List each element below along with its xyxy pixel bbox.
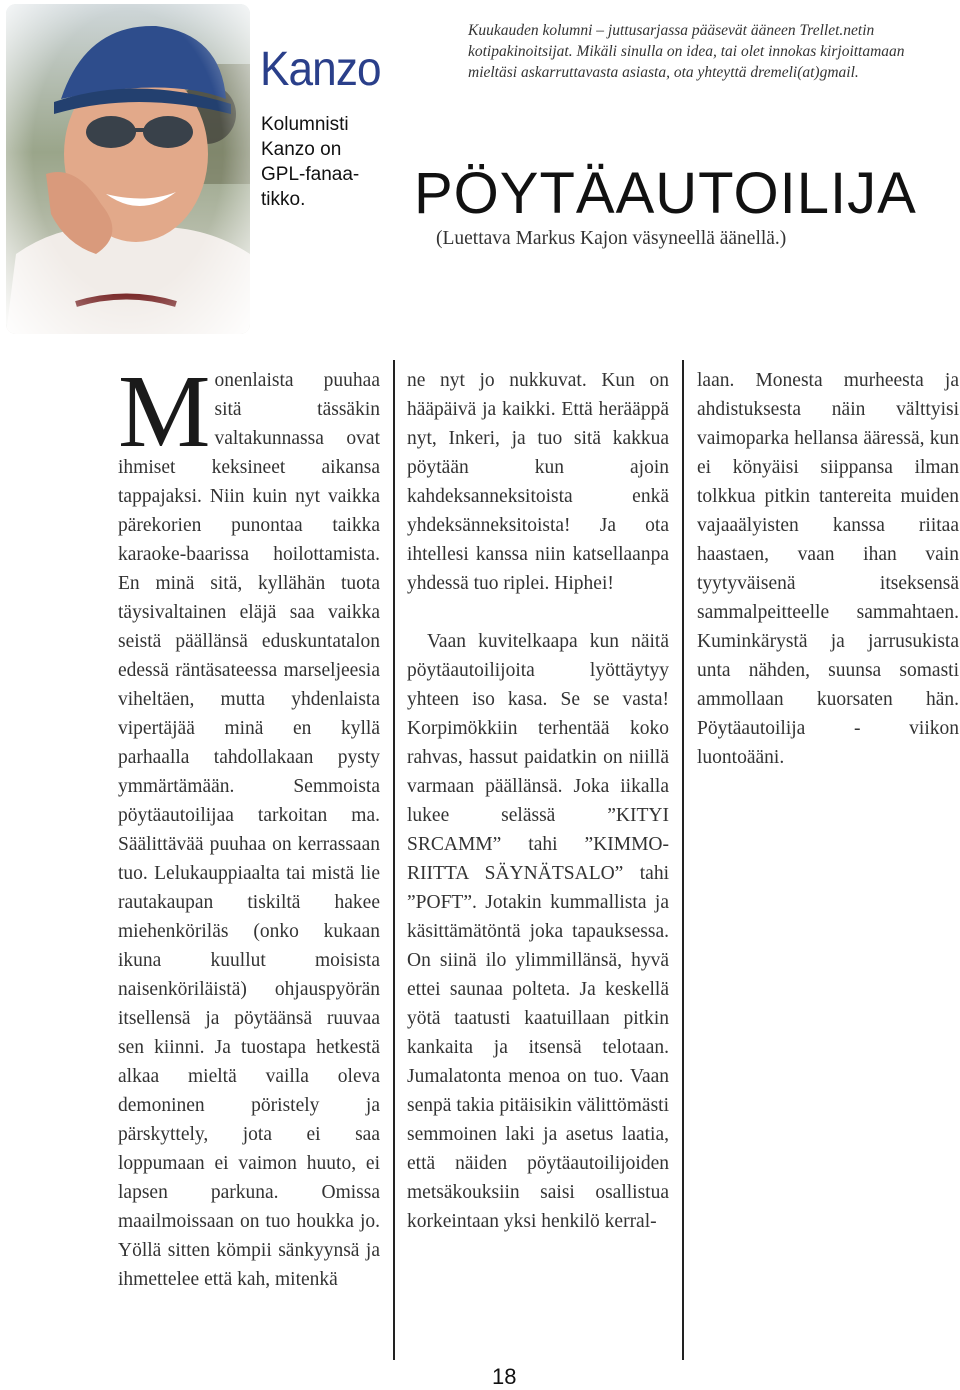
author-photo [6,4,250,334]
author-bio: Kolumnisti Kanzo on GPL-fanaa- tikko. [261,114,360,210]
column-1-text: onenlaista puuhaa sitä tässäkin valtakunnassa ovat ihmiset keksineet aikansa tappajaksi. Niin kuin nyt vaikka pärekorien punontaa taikka karaoke-baarissa hoilottamista. En minä sitä, kyllähän tuota täysivaltainen eläjä saa vaikka seistä päällänsä eduskuntatalon edessä räntäsateessa marseljeesia viheltäen, mutta yhdenlaista vipertäjää minä en kyllä parhaalla tahdollakaan pysty ymmärtämään. Semmoista pöytäautoilijaa tarkoitan ma. Säälittävää puuhaa on kerrassaan tuo. Lelukauppiaalta tai mistä lie rautakaupan tiskiltä hakee miehenköriläs (onko kukaan ikuna kuullut moisista naisenköriläistä) ohjauspyörän itsellensä ja pöytäänsä ruuvaa sen kiinni. Ja tuostapa hetkestä alkaa mieltä vailla oleva demoninen pöristely ja pärskyttely, jota ei saa loppumaan ei vaimon huuto, ei lapsen parkuna. Omissa maailmoissaan on tuo houkka jo. Yöllä sitten kömpii sänkyynsä ja ihmettelee että kah, mitenkä [118,370,380,1290]
column-2-paragraph-2: Vaan kuvitelkaapa kun näitä pöytäautoilijoita lyöttäytyy yhteen iso kasa. Se se vasta! Korpimökkiin terhentää koko rahvas, hassut paidatkin on niillä varmaan päällänsä. Joka iikalla lukee selässä ”KITYI SRCAMM” tahi ”KIMMO-RIITTA SÄYNÄTSALO” tahi ”POFT”. Jotakin kummallista ja käsittämätöntä joka tapauksessa. On siinä ilo ylimmillänsä, hyvä ettei saunaa polteta. Ja keskellä yötä taatusti kaatuillaan pitkin kankaita ja itsensä telotaan. Jumalatonta menoa on tuo. Vaan senpä takia pitäisikin välittömästi semmoinen laki ja asetus laatia, että näiden pöytäautoilijoiden metsäkouksiin saisi osallistua korkeintaan yksi henkilö kerral- [407,631,669,1232]
author-name: Kanzo [260,43,381,96]
drop-cap: M [118,354,211,469]
article-column-1 [118,354,380,1294]
column-divider [682,360,684,1360]
column-3-text: laan. Monesta murheesta ja ahdistuksesta näin välttyisi vaimoparka hellansa ääressä, kun ei könyäisi siippansa ilman tolkkua pitkin tantereita muiden vajaaälyisten kanssa riitaa haastaen, vaan ihan vain tyytyväisenä itseksensä sammalpeitteelle sammahtaen. Kuminkärystä ja jarrusukista unta nähden, suunsa somasti ammollaan kuorsaten hän. Pöytäautoilija - viikon luontoääni. [697,370,959,768]
article-column-2 [407,366,669,1236]
intro-text: Kuukauden kolumni – juttusarjassa pääsevät ääneen Trellet.netin kotipakinoitsijat. Mikäli sinulla on idea, tai olet innokas kirjoittamaan mieltäsi askarruttavasta asiasta, ota yhteyttä dremeli(at)gmail. [468,22,905,81]
column-2-paragraph-1: ne nyt jo nukkuvat. Kun on hääpäivä ja kaikki. Että herääppä nyt, Inkeri, ja tuo sitä kakkua pöytään kun ajoin kahdeksanneksitoista enkä yhdeksänneksitoista! Ja ota ihtellesi kanssa niin katsellaanpa yhdessä tuo riplei. Hiphei! [407,370,669,594]
column-divider [393,360,395,1360]
page-number: 18 [492,1364,517,1389]
article-column-3 [697,366,959,772]
article-subtitle: (Luettava Markus Kajon väsyneellä äänellä.) [436,228,787,249]
article-title: PÖYTÄAUTOILIJA [414,161,917,226]
